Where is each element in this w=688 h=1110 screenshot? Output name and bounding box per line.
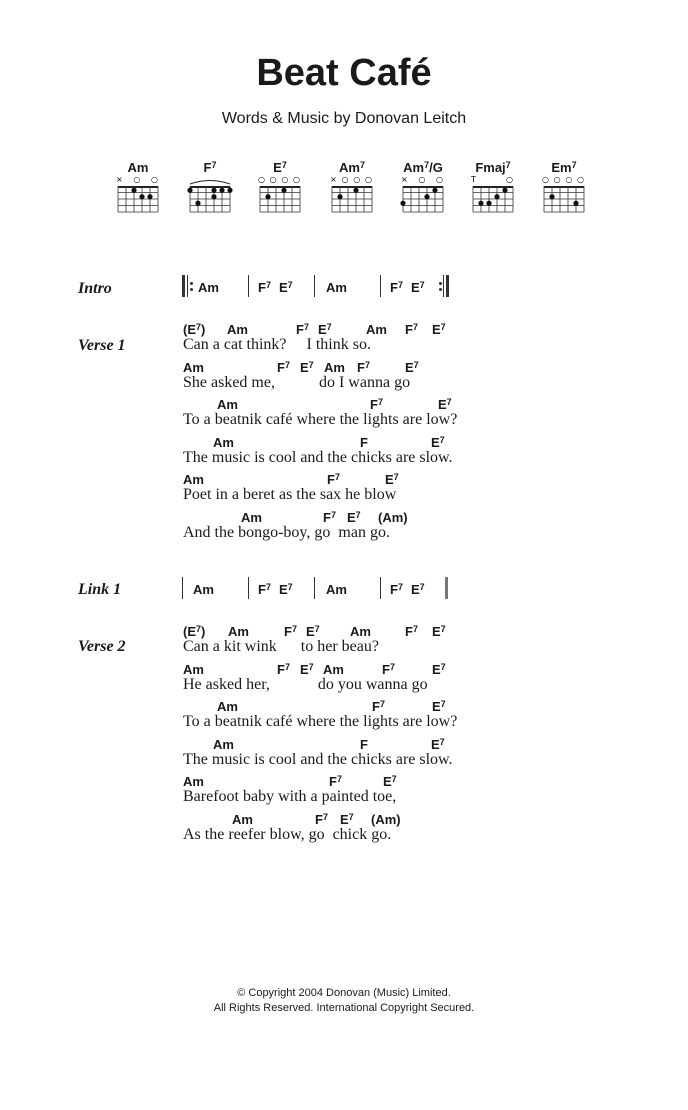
chord-symbol: Am [183, 661, 204, 677]
chord-line [0, 472, 688, 486]
rights-line: All Rights Reserved. International Copyright Secured. [213, 1002, 475, 1014]
finger-dot [494, 194, 499, 199]
chord-symbol: $F^7$ [284, 624, 297, 639]
chord-symbol: $(E^7)$ [183, 322, 206, 337]
chord-symbol: Am [183, 472, 204, 488]
finger-dot [265, 194, 270, 199]
chord-line [0, 812, 688, 826]
finger-dot [187, 188, 192, 193]
chord-symbol: Am [227, 322, 248, 337]
chord-symbol: $F^7$ [277, 661, 290, 677]
string-markers: ×○○ [116, 175, 158, 184]
chord-name: Am$^7$/G [403, 160, 443, 175]
section-label-link-1: Link 1 [78, 581, 122, 598]
string-markers: ×○○ [401, 175, 443, 184]
finger-dot [227, 188, 232, 193]
chord-symbol: (Am) [378, 510, 408, 525]
finger-dot [432, 188, 437, 193]
chord-name: Fmaj$^7$ [475, 160, 511, 175]
chord-symbol: $(E^7)$ [183, 624, 206, 639]
chord-symbol: $E^7$ [432, 699, 446, 715]
finger-dot [147, 194, 152, 199]
link1-bars [178, 577, 478, 603]
chord-symbol: $F^7$ [277, 359, 290, 375]
chord-symbol: $E^7$ [431, 736, 445, 752]
chord-symbol: $E^7$ [306, 624, 320, 639]
em7-chord-diagram-icon [534, 160, 594, 216]
finger-dot [573, 201, 578, 206]
finger-dot [211, 188, 216, 193]
string-markers: ×○○○ [330, 175, 372, 184]
chord-line [0, 397, 688, 411]
intro-bars [178, 275, 478, 301]
finger-dot [139, 194, 144, 199]
chord-symbol: $F^7$ [329, 774, 342, 790]
lyric-line: As the reefer blow, go chick go. [183, 826, 392, 843]
page-title: Beat Café [256, 52, 432, 94]
e7-chord-diagram-icon [250, 160, 310, 216]
bar-chord: Am [198, 280, 219, 295]
chord-line [0, 510, 688, 524]
chord-symbol: Am [324, 359, 345, 375]
finger-dot [281, 188, 286, 193]
chord-symbol: $E^7$ [431, 434, 445, 450]
lyric-line: Barefoot baby with a painted toe, [183, 788, 397, 806]
am7-g-chord-diagram-icon [393, 160, 453, 216]
chord-line [0, 435, 688, 449]
am-chord-diagram-icon [108, 160, 168, 216]
finger-dot [400, 201, 405, 206]
chord-symbol: Am [213, 434, 234, 450]
chord-line [0, 737, 688, 751]
chord-line [0, 662, 688, 676]
chord-symbol: $E^7$ [405, 359, 419, 375]
chord-symbol: $F^7$ [382, 661, 395, 677]
chord-symbol: Am [183, 774, 204, 790]
string-markers: T○ [471, 175, 513, 184]
string-markers: ○○○○ [258, 175, 300, 184]
chord-name: Am [127, 160, 149, 175]
chord-symbol: $E^7$ [383, 774, 397, 790]
finger-dot [219, 188, 224, 193]
chord-symbol: $E^7$ [340, 812, 354, 827]
chord-name: Am$^7$ [339, 160, 365, 175]
finger-dot [424, 194, 429, 199]
finger-dot [478, 201, 483, 206]
lyric-line: And the bongo-boy, go man go. [183, 524, 390, 541]
am7-chord-diagram-icon [322, 160, 382, 216]
chord-symbol: $E^7$ [300, 661, 314, 677]
chord-symbol: Am [217, 699, 238, 715]
finger-dot [502, 188, 507, 193]
lyric-line: Can a cat think? I think so. [183, 336, 371, 353]
chord-symbol: $F^7$ [327, 472, 340, 488]
chord-symbol: Am [241, 510, 262, 525]
section-label-intro: Intro [78, 280, 112, 297]
bar-chord: $F^7$ $E^7$ [390, 280, 425, 295]
chord-symbol: $E^7$ [432, 624, 446, 639]
chord-name: $E^7$ [273, 160, 287, 175]
chord-symbol: $E^7$ [385, 472, 399, 488]
chord-symbol: $F^7$ [296, 322, 309, 337]
chord-symbol: $E^7$ [432, 661, 446, 677]
chord-symbol: Am [350, 624, 371, 639]
section-label-verse-2: Verse 2 [78, 638, 126, 655]
chord-symbol: $F^7$ [370, 397, 383, 413]
finger-dot [195, 201, 200, 206]
chord-symbol: $F^7$ [357, 359, 370, 375]
chord-line [0, 699, 688, 713]
lyric-line: He asked her, do you wanna go [183, 675, 428, 693]
chord-symbol: $E^7$ [432, 322, 446, 337]
lyric-line: She asked me, do I wanna go [183, 373, 411, 391]
chord-symbol: $F^7$ [323, 510, 336, 525]
finger-dot [211, 194, 216, 199]
finger-dot [131, 188, 136, 193]
chord-symbol: (Am) [371, 812, 401, 827]
bar-chord: Am [326, 280, 347, 295]
chord-symbol: Am [213, 736, 234, 752]
finger-dot [353, 188, 358, 193]
finger-dot [486, 201, 491, 206]
bar-chord: $F^7$ $E^7$ [390, 582, 425, 597]
lyric-line: To a beatnik café where the lights are low? [183, 411, 458, 429]
chord-symbol: $F^7$ [315, 812, 328, 827]
chord-symbol: Am [228, 624, 249, 639]
section-label-verse-1: Verse 1 [78, 337, 126, 354]
chord-line [0, 624, 688, 638]
string-markers: ○○○○ [542, 175, 584, 184]
f7-chord-diagram-icon [180, 160, 240, 216]
bar-chord: $F^7$ $E^7$ [258, 280, 293, 295]
bar-chord: $F^7$ $E^7$ [258, 582, 293, 597]
chord-symbol: F [360, 736, 368, 752]
lyric-line: The music is cool and the chicks are slow. [183, 448, 453, 466]
chord-name: Em$^7$ [551, 160, 577, 175]
chord-symbol: $F^7$ [405, 322, 418, 337]
chord-name: $F^7$ [203, 160, 217, 175]
credits: Words & Music by Donovan Leitch [221, 110, 467, 127]
chord-line [0, 774, 688, 788]
chord-line [0, 322, 688, 336]
lyric-line: Can a kit wink to her beau? [183, 638, 379, 655]
fmaj7-chord-diagram-icon [463, 160, 523, 216]
lyric-line: Poet in a beret as the sax he blow [183, 486, 397, 504]
chord-symbol: Am [183, 359, 204, 375]
lyric-line: The music is cool and the chicks are slow. [183, 750, 453, 768]
lyric-line: To a beatnik café where the lights are low? [183, 713, 458, 731]
chord-symbol: $E^7$ [300, 359, 314, 375]
chord-symbol: Am [366, 322, 387, 337]
chord-symbol: Am [232, 812, 253, 827]
chord-line [0, 360, 688, 374]
chord-symbol: F [360, 434, 368, 450]
chord-symbol: $F^7$ [372, 699, 385, 715]
bar-chord: Am [193, 582, 214, 597]
chord-symbol: $E^7$ [347, 510, 361, 525]
bar-chord: Am [326, 582, 347, 597]
chord-symbol: $E^7$ [438, 397, 452, 413]
chord-symbol: $F^7$ [405, 624, 418, 639]
chord-symbol: Am [323, 661, 344, 677]
finger-dot [549, 194, 554, 199]
copyright-line: © Copyright 2004 Donovan (Music) Limited. [237, 987, 451, 999]
chord-symbol: Am [217, 397, 238, 413]
finger-dot [337, 194, 342, 199]
chord-symbol: $E^7$ [318, 322, 332, 337]
